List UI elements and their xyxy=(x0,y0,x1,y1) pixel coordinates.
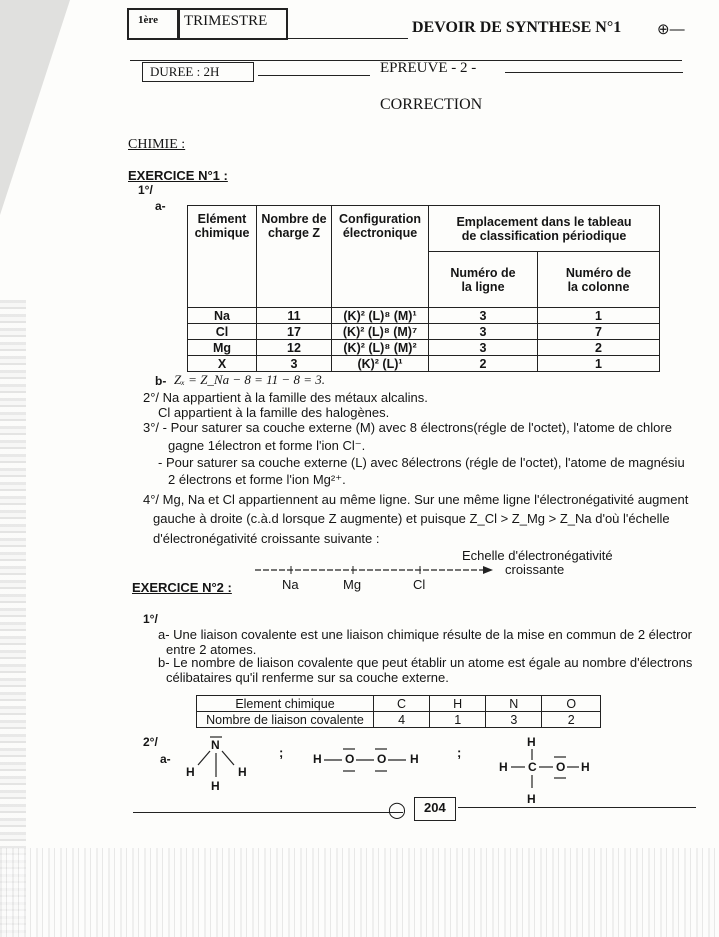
th-ligne: Numéro de la ligne xyxy=(429,252,538,308)
cell-config: (K)² (L)¹ xyxy=(332,356,429,372)
cell-header: Nombre de liaison covalente xyxy=(197,712,374,728)
cell-c-count: 4 xyxy=(374,712,430,728)
th-charge: Nombre de charge Z xyxy=(257,206,332,308)
ex1-q3-line1: 3°/ - Pour saturer sa couche externe (M) avec 8 électrons(régle de l'octet), l'atome de chlore xyxy=(143,420,672,435)
ex1-q2-line1: 2°/ Na appartient à la famille des métaux alcalins. xyxy=(143,390,428,405)
ex1-q3-line4: 2 électrons et forme l'ion Mg²⁺. xyxy=(168,472,346,487)
ex2-qa-line1: a- Une liaison covalente est une liaison chimique résulte de la mise en commun de 2 électror xyxy=(158,627,693,642)
nh3-h-bottom: H xyxy=(211,779,220,793)
ex1-q3-line3: - Pour saturer sa couche externe (L) avec 8électrons (régle de l'octet), l'atome de magnésiu xyxy=(158,455,685,470)
ex2-qa-line2: entre 2 atomes. xyxy=(166,642,257,657)
chimie-heading: CHIMIE : xyxy=(128,137,186,152)
table-row xyxy=(188,340,660,356)
config-table xyxy=(187,205,660,372)
ex2-q2a: a- xyxy=(160,752,171,766)
footer-rule-right xyxy=(458,807,696,808)
methanol-h-top: H xyxy=(527,735,536,749)
cell-ligne: 3 xyxy=(429,324,538,340)
cell-config: (K)² (L)⁸ (M)⁷ xyxy=(332,324,429,340)
methanol-structure xyxy=(495,735,595,810)
table-row xyxy=(188,356,660,372)
table-row xyxy=(197,712,601,728)
cell-n: N xyxy=(486,696,542,712)
cell-element: X xyxy=(188,356,257,372)
ex2-title: EXERCICE N°2 : xyxy=(132,580,232,595)
cell-z: 3 xyxy=(257,356,332,372)
scale-tick-na: Na xyxy=(282,577,299,592)
nh3-n: N xyxy=(211,738,220,752)
ex2-qb-line1: b- Le nombre de liaison covalente que peut établir un atome est égale au nombre d'électrons xyxy=(158,655,693,670)
separator-1: ; xyxy=(279,745,284,760)
epreuve-label: EPREUVE - 2 - xyxy=(380,60,477,76)
scan-noise-bottom xyxy=(0,848,719,937)
table-row xyxy=(188,308,660,324)
level-label: 1ère xyxy=(138,14,158,26)
h2o2-h-left: H xyxy=(313,752,322,766)
th-element: Elément chimique xyxy=(188,206,257,308)
methanol-h-bottom: H xyxy=(527,792,536,806)
duree-label: DUREE : 2H xyxy=(150,64,220,79)
cell-h: H xyxy=(430,696,486,712)
cell-z: 17 xyxy=(257,324,332,340)
ex1-q1: 1°/ xyxy=(138,183,153,197)
epreuve-rule xyxy=(505,72,683,73)
cell-config: (K)² (L)⁸ (M)² xyxy=(332,340,429,356)
cell-header: Element chimique xyxy=(197,696,374,712)
ex1-q2-line2: Cl appartient à la famille des halogènes. xyxy=(158,405,390,420)
th-config: Configuration électronique xyxy=(332,206,429,308)
ex1-qb: b- xyxy=(155,374,167,388)
ex1-title: EXERCICE N°1 : xyxy=(128,168,228,183)
table-row xyxy=(188,324,660,340)
cell-o: O xyxy=(542,696,601,712)
page-number: 204 xyxy=(424,800,446,815)
footer-rule-left xyxy=(133,812,403,813)
cell-element: Na xyxy=(188,308,257,324)
cell-config: (K)² (L)⁸ (M)¹ xyxy=(332,308,429,324)
cell-colonne: 1 xyxy=(538,308,660,324)
ex1-q4-line2: gauche à droite (c.à.d lorsque Z augmente) et puisque Z_Cl > Z_Mg > Z_Na d'où l'échelle xyxy=(153,511,670,526)
ex2-q2: 2°/ xyxy=(143,735,158,749)
cell-h-count: 1 xyxy=(430,712,486,728)
scale-label-2: croissante xyxy=(505,562,565,577)
duree-rule xyxy=(258,75,370,76)
header-rule xyxy=(288,38,408,39)
cell-n-count: 3 xyxy=(486,712,542,728)
cell-ligne: 3 xyxy=(429,340,538,356)
cell-colonne: 7 xyxy=(538,324,660,340)
ex2-qb-line2: célibataires qu'il renferme sur sa couche externe. xyxy=(166,670,449,685)
ex1-q3-line2: gagne 1électron et forme l'ion Cl⁻. xyxy=(168,438,366,453)
methanol-h-right: H xyxy=(581,760,590,774)
cell-o-count: 2 xyxy=(542,712,601,728)
ex2-q1: 1°/ xyxy=(143,612,158,626)
th-colonne: Numéro de la colonne xyxy=(538,252,660,308)
cell-colonne: 2 xyxy=(538,340,660,356)
ex1-q4-line1: 4°/ Mg, Na et Cl appartiennent au même ligne. Sur une même ligne l'électronégativité augment xyxy=(143,492,689,507)
correction-title: CORRECTION xyxy=(380,96,483,113)
trimestre-label: TRIMESTRE xyxy=(184,13,268,29)
cell-ligne: 3 xyxy=(429,308,538,324)
nh3-h-right: H xyxy=(238,765,247,779)
ex1-qb-formula: Zₓ = Z_Na − 8 = 11 − 8 = 3. xyxy=(174,372,325,387)
cell-z: 12 xyxy=(257,340,332,356)
cell-element: Mg xyxy=(188,340,257,356)
folded-corner xyxy=(0,0,70,215)
table-row xyxy=(197,696,601,712)
nh3-h-left: H xyxy=(186,765,195,779)
h2o2-o-1: O xyxy=(345,752,355,766)
methanol-c: C xyxy=(528,760,537,774)
logo-icon: ⊕— xyxy=(657,21,685,38)
cell-ligne: 2 xyxy=(429,356,538,372)
cell-colonne: 1 xyxy=(538,356,660,372)
methanol-h-left: H xyxy=(499,760,508,774)
cell-c: C xyxy=(374,696,430,712)
th-emplacement: Emplacement dans le tableau de classification périodique xyxy=(429,206,660,252)
exam-title: DEVOIR DE SYNTHESE N°1 xyxy=(412,19,622,36)
h2o2-h-right: H xyxy=(410,752,419,766)
cell-element: Cl xyxy=(188,324,257,340)
h2o2-structure xyxy=(310,745,420,775)
scale-label-1: Echelle d'électronégativité xyxy=(462,548,613,563)
liaison-table xyxy=(196,695,601,728)
cell-z: 11 xyxy=(257,308,332,324)
scale-tick-cl: Cl xyxy=(413,577,426,592)
scan-noise-left xyxy=(0,300,26,937)
scale-tick-mg: Mg xyxy=(343,577,362,592)
ex1-qa: a- xyxy=(155,199,166,213)
separator-2: ; xyxy=(457,745,462,760)
methanol-o: O xyxy=(556,760,566,774)
ex1-q4-line3: d'électronégativité croissante suivante : xyxy=(153,531,380,546)
h2o2-o-2: O xyxy=(377,752,387,766)
footer-ornament-icon: ◯ xyxy=(388,802,406,819)
